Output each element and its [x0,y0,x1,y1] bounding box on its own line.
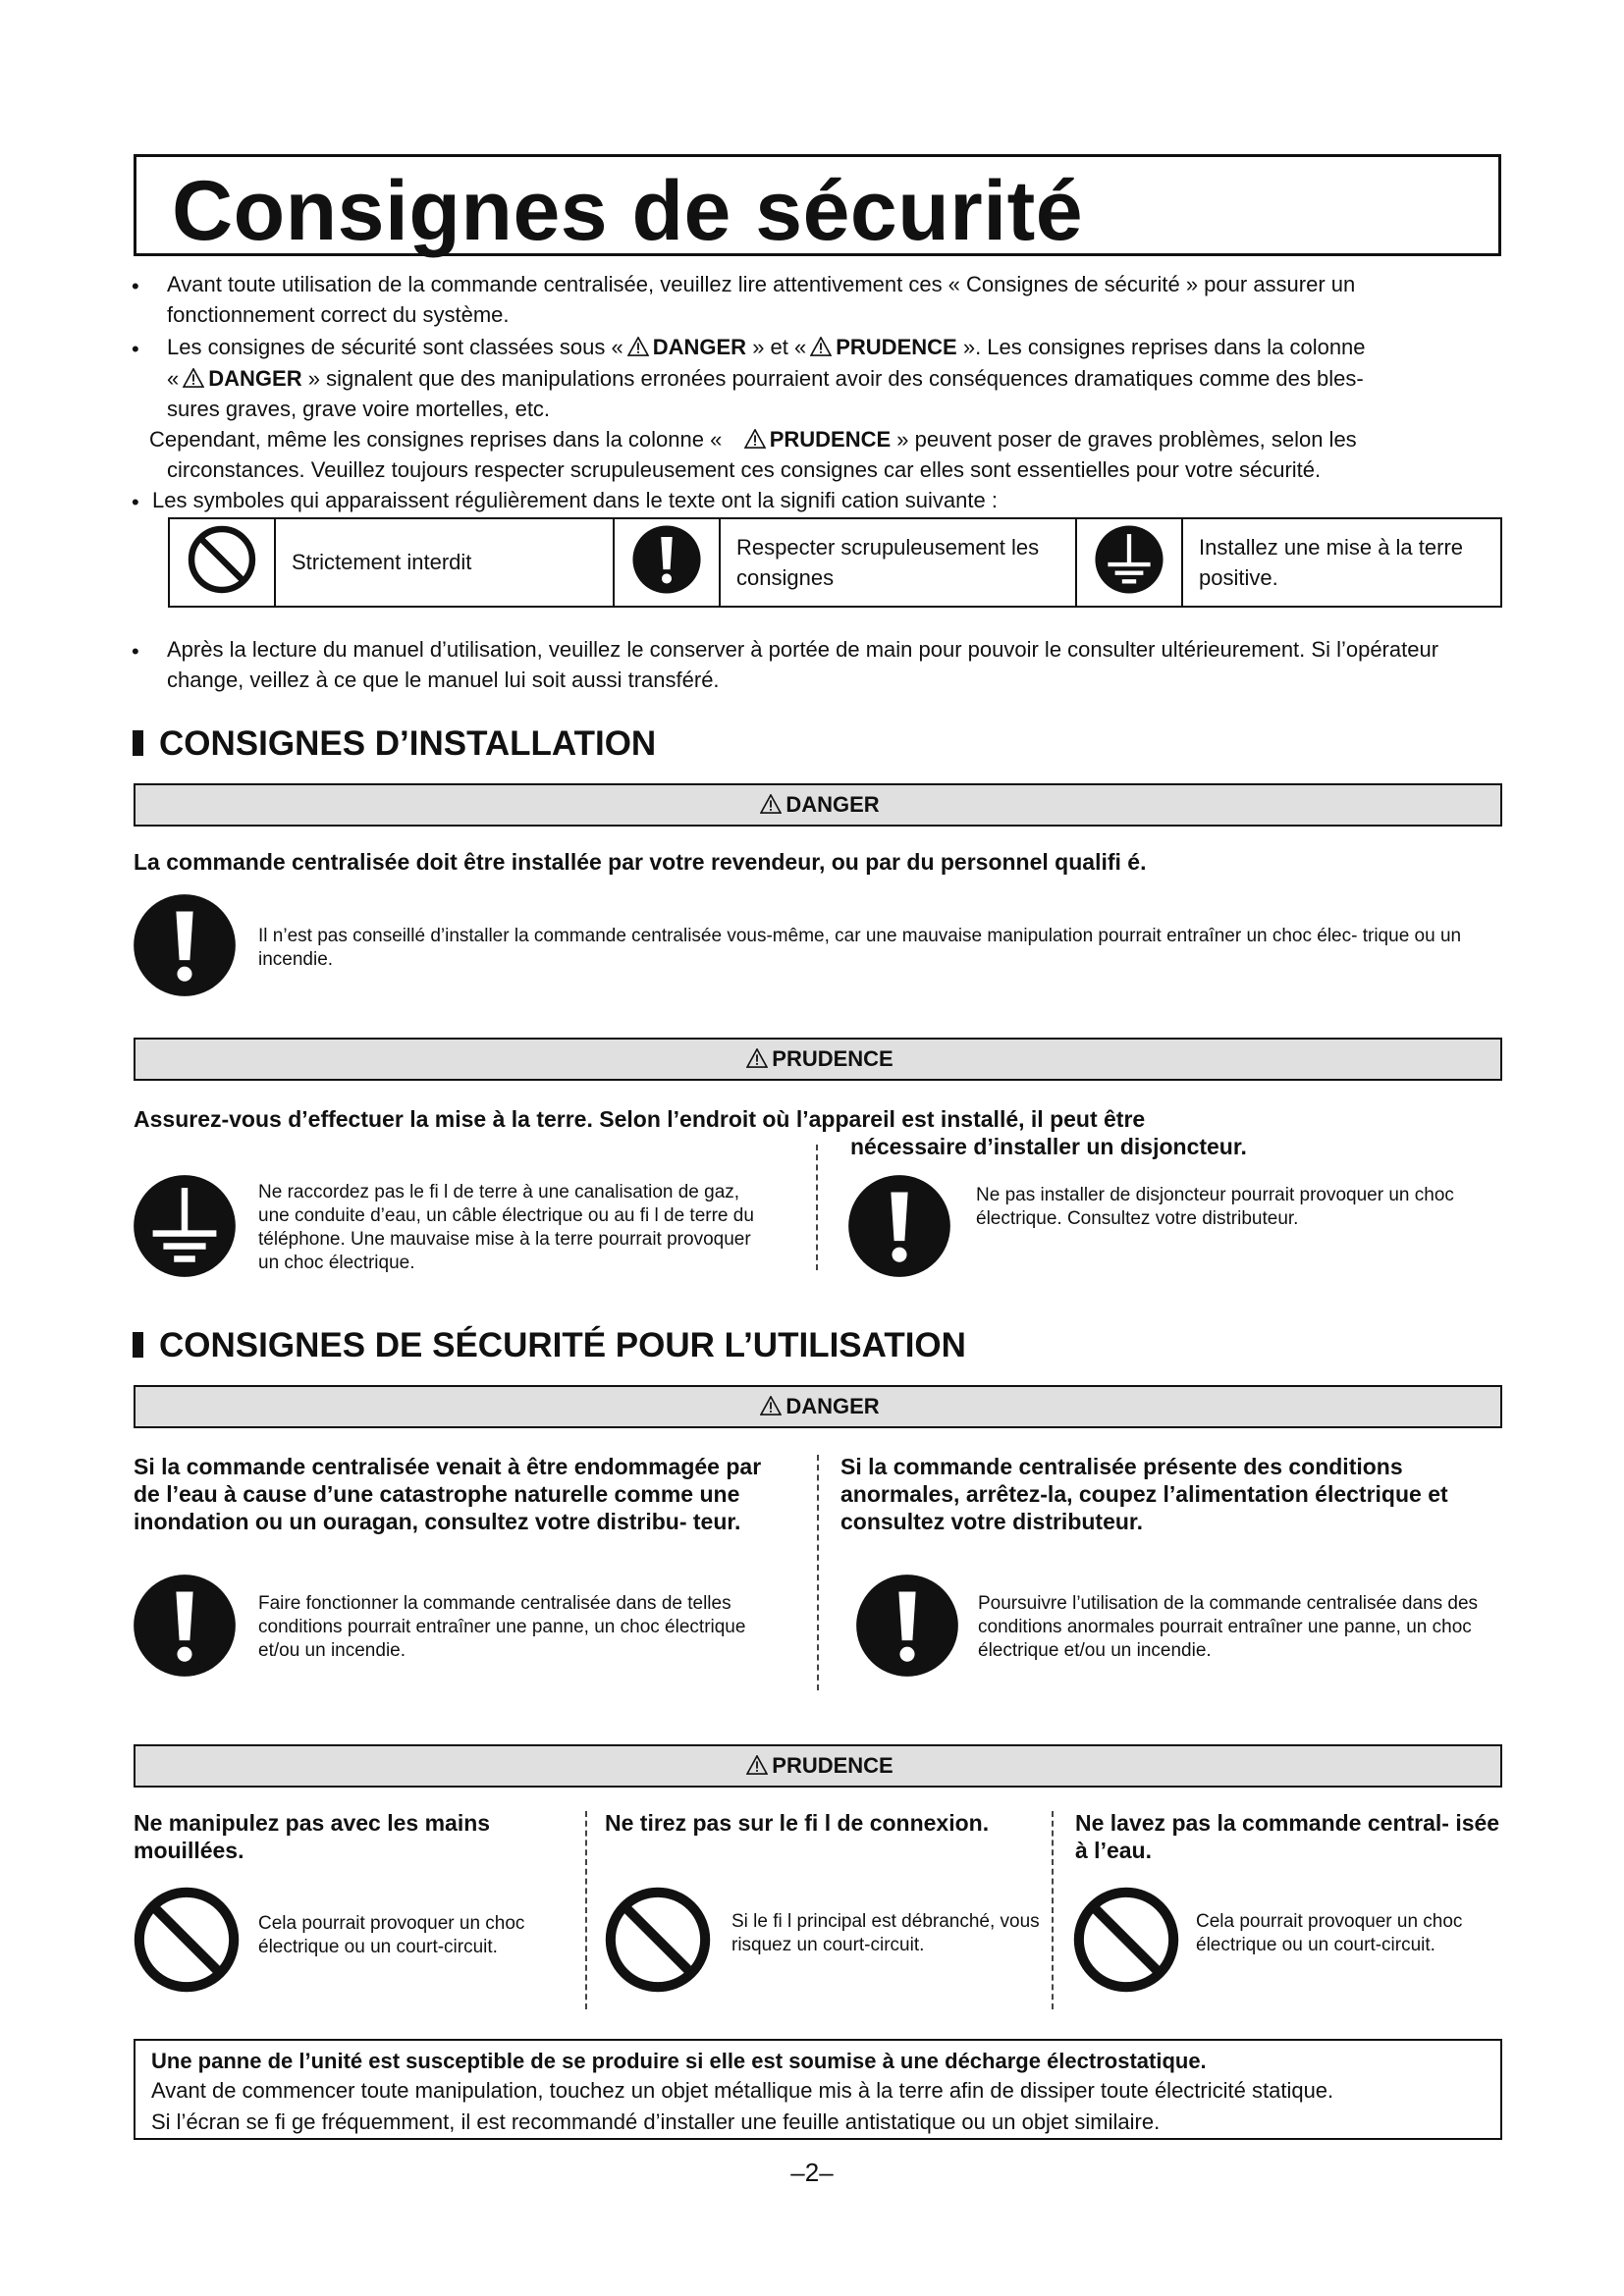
intro-paragraph-3: Cependant, même les consignes reprises dans la colonne « PRUDENCE » peuvent poser de graves problèmes, selon les [149,427,1357,452]
install-danger-text: Il n’est pas conseillé d’installer la commande centralisée vous-même, car une mauvaise manipulation pourrait entraîner un choc élec- trique ou un incendie. [258,926,1462,970]
ground-icon [1094,524,1164,595]
exclamation-icon [631,524,702,595]
warning-icon [810,337,832,356]
usage-danger-right-heading: Si la commande centralisée présente des conditions anormales, arrêtez-la, coupez l’alimentation électrique et consultez votre distributeur. [840,1454,1448,1534]
static-discharge-notice [134,2039,1502,2140]
intro-bullet-4: Les symboles qui apparaissent régulièrement dans le texte ont la signifi cation suivante : [152,488,998,512]
notice-line-2: Si l’écran se fi ge fréquemment, il est recommandé d’installer une feuille antistatique ou un objet similaire. [151,2109,1161,2134]
page-number: –2– [790,2158,834,2187]
install-prudence-right-text: Ne pas installer de disjoncteur pourrait provoquer un choc électrique. Consultez votre distributeur. [976,1185,1454,1229]
symbol-label: Strictement interdit [275,518,614,607]
exclamation-icon [854,1573,960,1679]
prudence-band: PRUDENCE [134,1038,1502,1081]
usage-prudence-2-heading: Ne tirez pas sur le fi l de connexion. [605,1810,990,1836]
usage-prudence-3-text: Cela pourrait provoquer un choc électrique ou un court-circuit. [1196,1911,1463,1955]
install-danger-heading: La commande centralisée doit être installée par votre revendeur, ou par du personnel qualifi é. [134,849,1147,875]
bullet-dot: • [132,490,139,514]
title-box [134,154,1501,256]
prohibition-icon [132,1885,242,1995]
symbol-cell [614,518,720,607]
usage-prudence-3-heading: Ne lavez pas la commande central- isée à l’eau. [1075,1810,1500,1863]
prohibition-icon [187,524,257,595]
exclamation-icon [132,1573,238,1679]
warning-icon [183,368,204,388]
bullet-dot: • [132,337,139,361]
warning-icon [746,1755,768,1775]
usage-prudence-1-text: Cela pourrait provoquer un choc électrique ou un court-circuit. [258,1913,525,1957]
prohibition-icon [1071,1885,1181,1995]
usage-danger-left-text: Faire fonctionner la commande centralisée dans de telles conditions pourrait entraîner une panne, un choc électrique et/ou un incendie. [258,1593,746,1661]
usage-prudence-1-heading: Ne manipulez pas avec les mains mouillées. [134,1810,491,1863]
bullet-dot: • [132,274,139,298]
column-divider [585,1811,587,2009]
symbol-label: Installez une mise à la terre positive. [1182,518,1501,607]
intro-paragraph-3-line-2: circonstances. Veuillez toujours respecter scrupuleusement ces consignes car elles sont essentielles pour votre sécurité. [167,457,1322,482]
notice-line-1: Avant de commencer toute manipulation, touchez un objet métallique mis à la terre afin de dissiper toute électricité statique. [151,2078,1334,2103]
symbol-cell [1076,518,1182,607]
danger-band: DANGER [134,1385,1502,1428]
prudence-band: PRUDENCE [134,1744,1502,1788]
warning-icon [746,1048,768,1068]
install-prudence-heading-line-1: Assurez-vous d’effectuer la mise à la terre. Selon l’endroit où l’appareil est installé, il peut être [134,1106,1146,1132]
column-divider [816,1145,818,1270]
warning-icon [627,337,649,356]
symbol-cell [169,518,275,607]
ground-icon [132,1173,238,1279]
column-divider [817,1455,819,1690]
prohibition-icon [603,1885,713,1995]
section-heading-usage: CONSIGNES DE SÉCURITÉ POUR L’UTILISATION [133,1326,966,1365]
intro-bullet-2-line-2: « DANGER » signalent que des manipulations erronées pourraient avoir des conséquences dramatiques comme des bles- [167,366,1364,391]
notice-heading: Une panne de l’unité est susceptible de se produire si elle est soumise à une décharge électrostatique. [151,2049,1207,2073]
install-prudence-left-text: Ne raccordez pas le fi l de terre à une canalisation de gaz, une conduite d’eau, un câble électrique ou au fi l de terre du téléphone. Une mauvaise mise à la terre pourrait provoquer un choc électrique. [258,1182,754,1273]
usage-prudence-2-text: Si le fi l principal est débranché, vous risquez un court-circuit. [731,1911,1040,1955]
exclamation-icon [846,1173,952,1279]
warning-icon [760,1396,782,1415]
intro-bullet-2: Les consignes de sécurité sont classées sous « DANGER » et « PRUDENCE ». Les consignes reprises dans la colonne [167,335,1366,359]
column-divider [1052,1811,1054,2009]
danger-band: DANGER [134,783,1502,827]
exclamation-icon [132,892,238,998]
warning-icon [744,429,766,449]
usage-danger-right-text: Poursuivre l’utilisation de la commande centralisée dans des conditions anormales pourrait entraîner une panne, un choc électrique et/ou un incendie. [978,1593,1479,1661]
usage-danger-left-heading: Si la commande centralisée venait à être endommagée par de l’eau à cause d’une catastrophe naturelle comme une inondation ou un ouragan, consultez votre distribu- teur. [134,1454,762,1534]
page-title: Consignes de sécurité [172,164,1084,258]
intro-bullet-2-line-3: sures graves, grave voire mortelles, etc. [167,397,551,421]
bullet-dot: • [132,639,139,664]
warning-icon [760,794,782,814]
intro-bullet-5: Après la lecture du manuel d’utilisation, veuillez le conserver à portée de main pour pouvoir le consulter ultérieurement. Si l’opérateur change, veillez à ce que le manuel lui soit aussi transféré. [167,637,1439,692]
install-prudence-heading-line-2: nécessaire d’installer un disjoncteur. [850,1134,1247,1159]
intro-bullet-1: Avant toute utilisation de la commande centralisée, veuillez lire attentivement ces « Consignes de sécurité » pour assurer un fonctionnement correct du système. [167,272,1356,327]
section-heading-installation: CONSIGNES D’INSTALLATION [133,724,656,764]
symbol-label: Respecter scrupuleusement les consignes [720,518,1076,607]
symbol-table [168,517,1502,608]
